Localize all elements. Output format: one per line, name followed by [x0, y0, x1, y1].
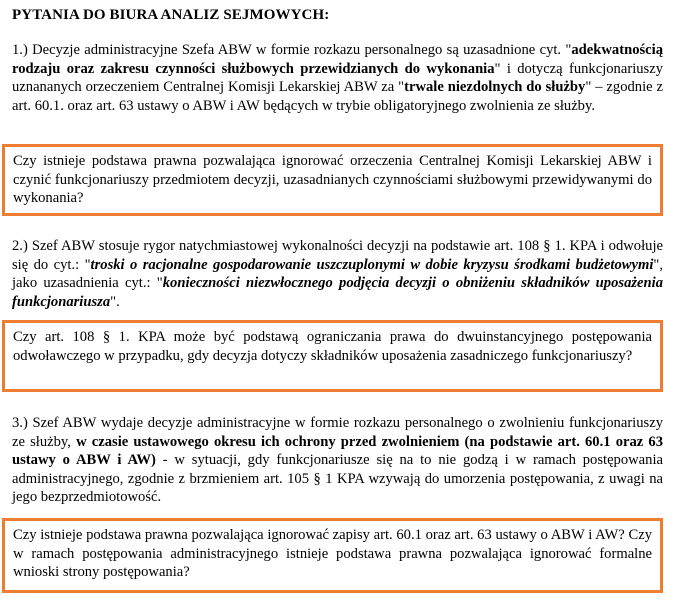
- statement-3-text-a: 3.) Szef ABW wydaje decyzje administracyjne w formie rozkazu personalnego o zwolnieniu funkcjonariuszy ze służby,: [12, 415, 663, 450]
- statement-1-text-b: " i dotyczą funkcjonariuszy uznananych orzeczeniem Centralnej Komisji Lekarskiej ABW za ": [12, 60, 663, 96]
- statement-2-bold-a: troski o racjonalne gospodarowanie uszczuplonymi w dobie kryzysu środkami budżetowymi: [90, 256, 654, 273]
- question-box-3: [2, 518, 663, 593]
- question-box-1: [2, 144, 663, 216]
- statement-2-text-c: ".: [110, 293, 120, 310]
- question-2-text: Czy art. 108 § 1. KPA może być podstawą ograniczania prawa do dwuinstancyjnego postępowania odwoławczego w przypadku, gdy decyzja dotyczy składników uposażenia zasadniczego funkcjonariuszy?: [13, 329, 652, 364]
- statement-2: [12, 237, 663, 311]
- statement-1-text-a: 1.) Decyzje administracyjne Szefa ABW w formie rozkazu personalnego są uzasadnione cyt. ": [12, 42, 572, 58]
- question-3-text: Czy istnieje podstawa prawna pozwalająca ignorować zapisy art. 60.1 oraz art. 63 ustawy o ABW i AW? Czy w ramach postępowania administracyjnego istnieje podstawa prawna pozwalająca ignorować formalne wnioski strony postępowania?: [13, 527, 652, 581]
- statement-1: [12, 41, 663, 115]
- statement-2-text-b: ", jako uzasadnienia cyt.: ": [12, 256, 663, 292]
- statement-1-bold-a: adekwatnością rodzaju oraz zakresu czynności służbowych przewidzianych do wykonania: [12, 42, 663, 77]
- statement-1-bold-b: trwale niezdolnych do służby: [404, 79, 586, 96]
- statement-1-text-c: " – zgodnie z art. 60.1. oraz art. 63 ustawy o ABW i AW będących w trybie obligatoryjnego zwolnienia ze służby.: [12, 79, 664, 114]
- statement-3-bold-a: w czasie ustawowego okresu ich ochrony przed zwolnieniem (na podstawie art. 60.1 oraz 63 ustawy o ABW i AW): [12, 433, 663, 469]
- statement-2-bold-b: konieczności niezwłocznego podjęcia decyzji o obniżeniu składników uposażenia funkcjonariusza: [12, 275, 663, 310]
- statement-2-text-a: 2.) Szef ABW stosuje rygor natychmiastowej wykonalności decyzji na podstawie art. 108 § 1. KPA i odwołuje się do cyt.: ": [12, 238, 663, 273]
- question-1-text: Czy istnieje podstawa prawna pozwalająca ignorować orzeczenia Centralnej Komisji Lekarskiej ABW i czynić funkcjonariuszy przedmiotem decyzji, uzasadnianych czynnościami służbowymi przewidywanymi do wykonania?: [13, 153, 652, 207]
- document-title: PYTANIA DO BIURA ANALIZ SEJMOWYCH:: [12, 7, 330, 23]
- question-box-2: [2, 320, 663, 392]
- statement-3: [12, 414, 663, 507]
- statement-3-text-b: - w sytuacji, gdy funkcjonariusze się na to nie godzą i w ramach postępowania administracyjnego, zgodnie z brzmieniem art. 105 § 1 KPA wzywają do umorzenia postępowania, z uwagi na jego bezprzedmiotowość.: [12, 452, 663, 506]
